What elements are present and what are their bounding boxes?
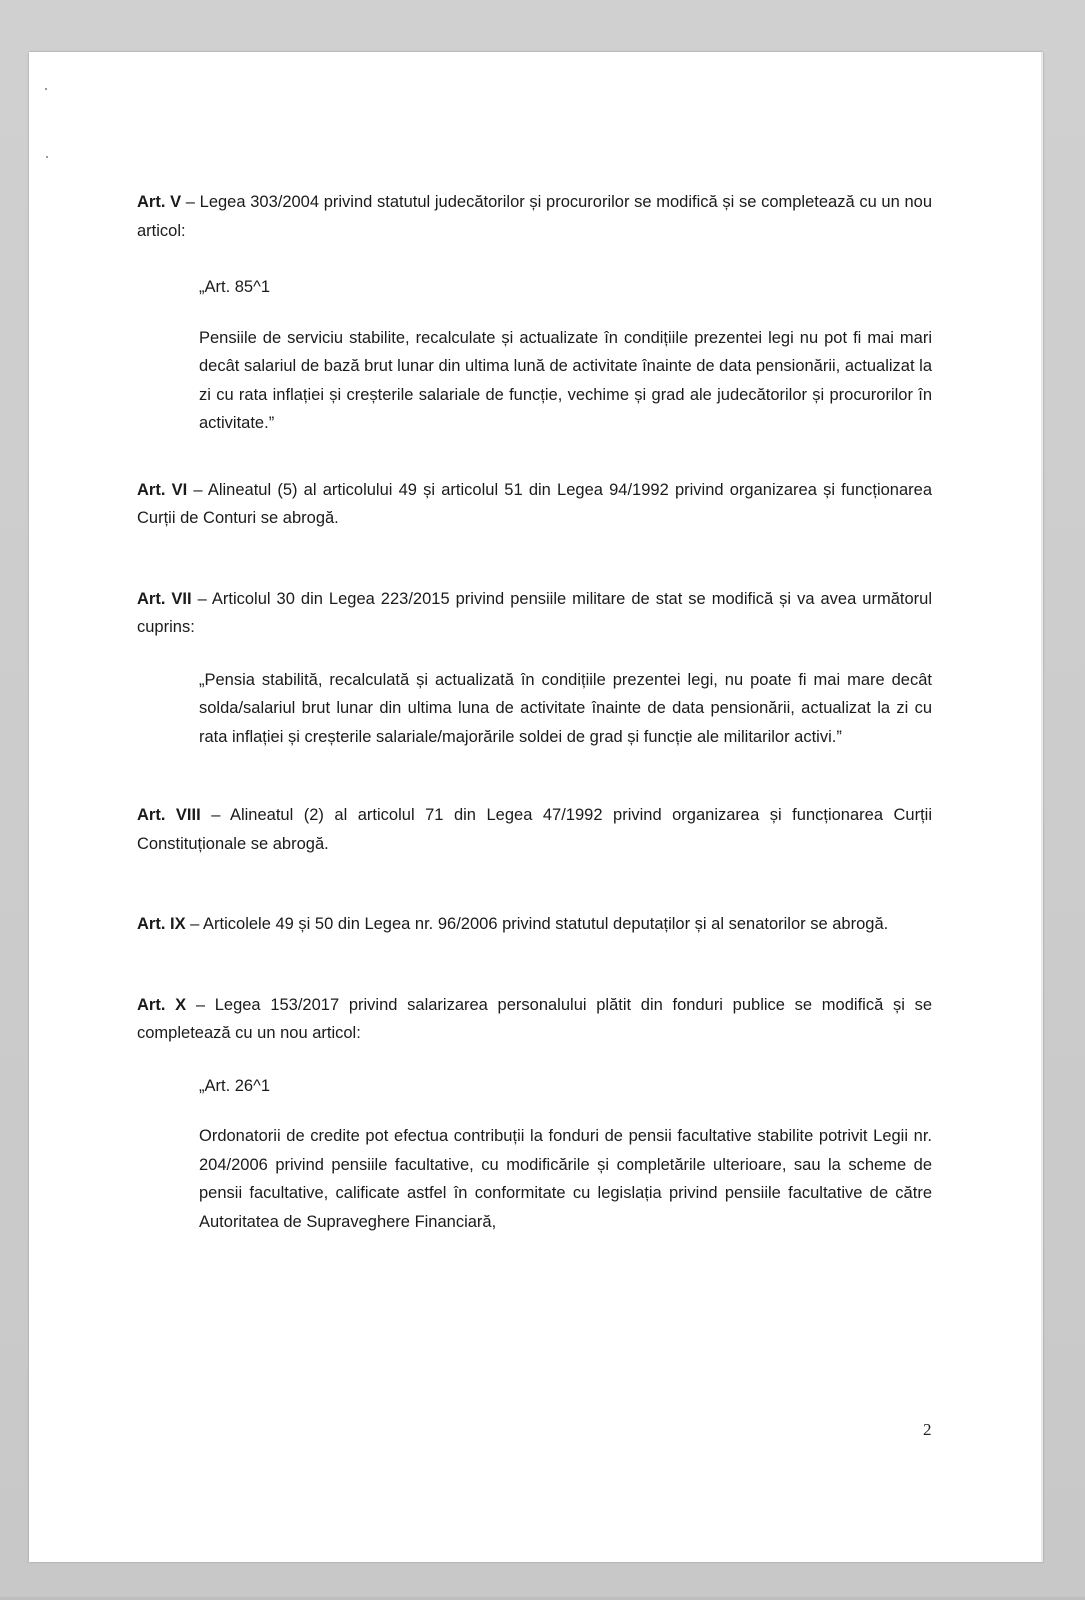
article-x-label: Art. X: [137, 995, 187, 1014]
article-vii: [137, 585, 932, 642]
article-x-quote-heading: „Art. 26^1: [199, 1076, 271, 1095]
article-ix-label: Art. IX: [137, 915, 186, 933]
article-v-label: Art. V: [137, 193, 182, 211]
article-vii-text: – Articolul 30 din Legea 223/2015 privind pensiile militare de stat se modifică și va avea următorul cuprins:: [137, 589, 932, 636]
article-viii-label: Art. VIII: [137, 806, 201, 824]
document-page: [29, 52, 1043, 1562]
article-vi-text: – Alineatul (5) al articolului 49 și articolul 51 din Legea 94/1992 privind organizarea și funcționarea Curții de Conturi se abrogă.: [137, 480, 932, 527]
article-vii-label: Art. VII: [137, 589, 192, 608]
scan-speck: [46, 156, 48, 158]
article-ix-text: – Articolele 49 și 50 din Legea nr. 96/2006 privind statutul deputaților și al senatorilor se abrogă.: [185, 915, 889, 933]
document-body: [137, 188, 932, 1236]
article-viii: [137, 801, 932, 858]
article-v-text: – Legea 303/2004 privind statutul judecătorilor și procurorilor se modifică și se completează cu un nou articol:: [137, 193, 932, 240]
article-v: [137, 188, 932, 245]
page-edge: [1041, 52, 1043, 1562]
article-v-quote-heading: „Art. 85^1: [199, 278, 271, 296]
article-ix: [137, 910, 932, 939]
article-v-quote-body: Pensiile de serviciu stabilite, recalculate și actualizate în condițiile prezentei legi nu pot fi mai mari decât salariul de bază brut lunar din ultima lună de activitate înainte de data pensionării, actualizat la zi cu rata inflației și creșterile salariale de funcție, vechime și grad ale judecătorilor și procurorilor în activitate.”: [199, 328, 932, 432]
article-vi: [137, 476, 932, 533]
scan-speck: [45, 88, 47, 90]
article-x-text: – Legea 153/2017 privind salarizarea personalului plătit din fonduri publice se modifică și se completează cu un nou articol:: [137, 995, 932, 1042]
article-vii-quote: [199, 666, 932, 752]
article-x: [137, 991, 932, 1048]
article-vii-quote-body: „Pensia stabilită, recalculată și actualizată în condițiile prezentei legi, nu poate fi mai mare decât solda/salariul brut lunar din ultima luna de activitate înainte de data pensionării, actualizat la zi cu rata inflației și creșterile salariale/majorările soldei de grad și funcție ale militarilor activi.”: [199, 670, 932, 746]
article-viii-text: – Alineatul (2) al articolul 71 din Legea 47/1992 privind organizarea și funcționarea Curții Constituționale se abrogă.: [137, 806, 932, 853]
page-number: 2: [923, 1420, 932, 1439]
article-v-quote: [199, 273, 932, 438]
article-vi-label: Art. VI: [137, 480, 188, 499]
article-x-quote-body: Ordonatorii de credite pot efectua contribuții la fonduri de pensii facultative stabilite potrivit Legii nr. 204/2006 privind pensiile facultative, cu modificările și completările ulterioare, sau la scheme de pensii facultative, calificate astfel în conformitate cu legislația privind pensiile facultative de către Autoritatea de Supraveghere Financiară,: [199, 1127, 932, 1231]
article-x-quote: [199, 1072, 932, 1237]
